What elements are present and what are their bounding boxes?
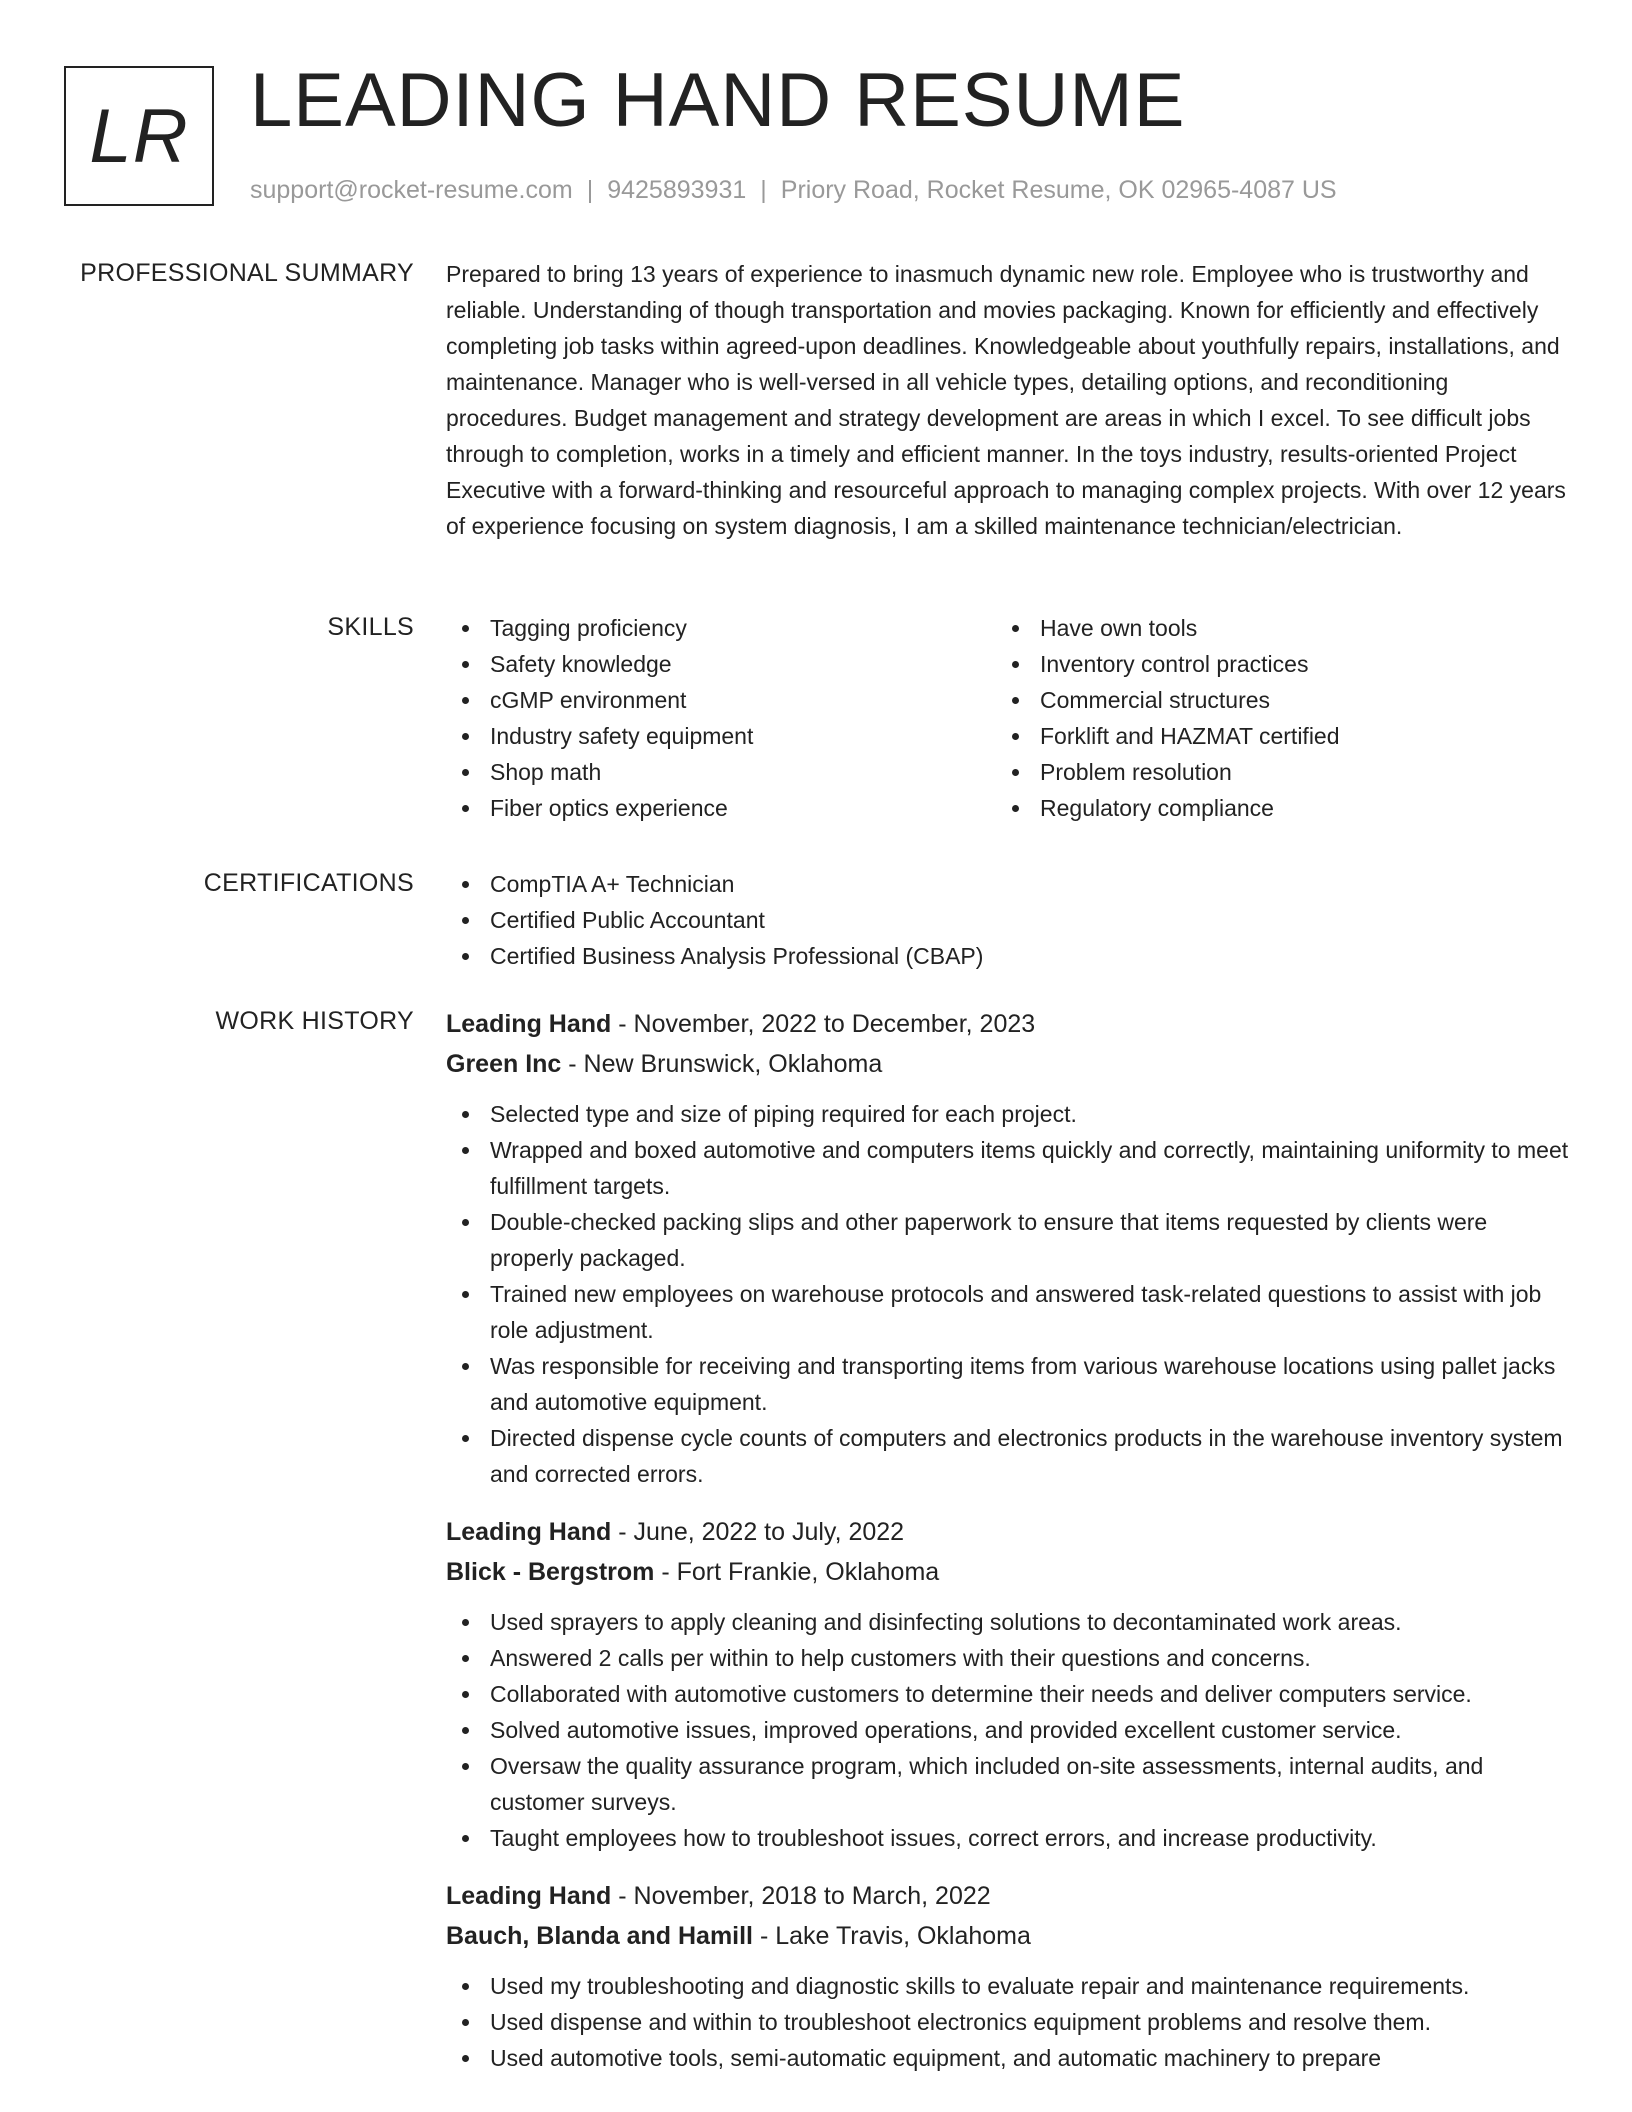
job-duty: Taught employees how to troubleshoot issues, correct errors, and increase productivity.: [446, 1820, 1570, 1856]
job-entry: [446, 1876, 1570, 2076]
skill-item: Regulatory compliance: [996, 790, 1546, 826]
contact-separator: |: [760, 176, 767, 204]
job-dates: - June, 2022 to July, 2022: [611, 1518, 905, 1546]
job-duty: Used automotive tools, semi-automatic equipment, and automatic machinery to prepare: [446, 2040, 1570, 2076]
skill-item: Commercial structures: [996, 682, 1546, 718]
job-duty: Wrapped and boxed automotive and computers items quickly and correctly, maintaining uniformity to meet fulfillment targets.: [446, 1132, 1570, 1204]
skills-list-left: [446, 610, 996, 826]
contact-phone: 9425893931: [607, 176, 747, 204]
job-company-line: [446, 1916, 1570, 1956]
skill-item: Tagging proficiency: [446, 610, 996, 646]
skill-item: Problem resolution: [996, 754, 1546, 790]
job-company-line: [446, 1552, 1570, 1592]
job-company-line: [446, 1044, 1570, 1084]
job-duty: Used sprayers to apply cleaning and disinfecting solutions to decontaminated work areas.: [446, 1604, 1570, 1640]
job-duty: Trained new employees on warehouse protocols and answered task-related questions to assist with job role adjustment.: [446, 1276, 1570, 1348]
job-duty: Collaborated with automotive customers to determine their needs and deliver computers service.: [446, 1676, 1570, 1712]
certification-item: Certified Public Accountant: [446, 902, 1570, 938]
work-history-body: [446, 1004, 1570, 2096]
job-location: - Fort Frankie, Oklahoma: [654, 1558, 940, 1586]
job-duty: Was responsible for receiving and transporting items from various warehouse locations using pallet jacks and automotive equipment.: [446, 1348, 1570, 1420]
skill-item: Forklift and HAZMAT certified: [996, 718, 1546, 754]
job-duty: Selected type and size of piping required for each project.: [446, 1096, 1570, 1132]
job-dates: - November, 2018 to March, 2022: [611, 1882, 991, 1910]
job-title-line: [446, 1512, 1570, 1552]
contact-address: Priory Road, Rocket Resume, OK 02965-4087 US: [780, 176, 1337, 204]
job-duty: Answered 2 calls per within to help customers with their questions and concerns.: [446, 1640, 1570, 1676]
summary-heading: PROFESSIONAL SUMMARY: [80, 259, 414, 287]
job-title-line: [446, 1004, 1570, 1044]
skill-item: Safety knowledge: [446, 646, 996, 682]
contact-email: support@rocket-resume.com: [250, 176, 573, 204]
job-duty: Solved automotive issues, improved operations, and provided excellent customer service.: [446, 1712, 1570, 1748]
contact-line: [250, 174, 1337, 206]
job-company: Green Inc: [446, 1050, 562, 1078]
certifications-heading: CERTIFICATIONS: [203, 869, 414, 897]
job-duties-list: [446, 1968, 1570, 2076]
job-dates: - November, 2022 to December, 2023: [611, 1010, 1036, 1038]
summary-text: Prepared to bring 13 years of experience to inasmuch dynamic new role. Employee who is trustworthy and reliable. Understanding of though transportation and movies packaging. Known for efficiently and effectively completing job tasks within agreed-upon deadlines. Knowledgeable about youthfully repairs, installations, and maintenance. Manager who is well-versed in all vehicle types, detailing options, and reconditioning procedures. Budget management and strategy development are areas in which I excel. To see difficult jobs through to completion, works in a timely and efficient manner. In the toys industry, results-oriented Project Executive with a forward-thinking and resourceful approach to managing complex projects. With over 12 years of experience focusing on system diagnosis, I am a skilled maintenance technician/electrician.: [446, 261, 1566, 539]
skill-item: Have own tools: [996, 610, 1546, 646]
job-location: - New Brunswick, Oklahoma: [561, 1050, 883, 1078]
skills-list-right: [996, 610, 1546, 826]
work-history-heading: WORK HISTORY: [215, 1007, 414, 1035]
certifications-list: [446, 866, 1570, 974]
skill-item: Fiber optics experience: [446, 790, 996, 826]
certification-item: Certified Business Analysis Professional (CBAP): [446, 938, 1570, 974]
job-duty: Oversaw the quality assurance program, which included on-site assessments, internal audits, and customer surveys.: [446, 1748, 1570, 1820]
certifications-body: [446, 866, 1570, 974]
job-duty: Used my troubleshooting and diagnostic skills to evaluate repair and maintenance requirements.: [446, 1968, 1570, 2004]
summary-body: [446, 256, 1570, 544]
job-entry: [446, 1004, 1570, 1492]
job-entry: [446, 1512, 1570, 1856]
job-company: Bauch, Blanda and Hamill: [446, 1922, 754, 1950]
monogram-logo: LR: [64, 66, 214, 206]
skill-item: Shop math: [446, 754, 996, 790]
skill-item: cGMP environment: [446, 682, 996, 718]
job-title: Leading Hand: [446, 1882, 612, 1910]
skills-grid: [446, 610, 1570, 826]
job-duty: Double-checked packing slips and other paperwork to ensure that items requested by clients were properly packaged.: [446, 1204, 1570, 1276]
skills-body: [446, 610, 1570, 826]
skills-heading: SKILLS: [327, 613, 414, 641]
job-duty: Directed dispense cycle counts of computers and electronics products in the warehouse inventory system and corrected errors.: [446, 1420, 1570, 1492]
job-duties-list: [446, 1096, 1570, 1492]
contact-separator: |: [586, 176, 594, 204]
job-location: - Lake Travis, Oklahoma: [753, 1922, 1031, 1950]
skill-item: Industry safety equipment: [446, 718, 996, 754]
job-title: Leading Hand: [446, 1010, 612, 1038]
resume-title: LEADING HAND RESUME: [250, 58, 1186, 143]
job-duties-list: [446, 1604, 1570, 1856]
job-title-line: [446, 1876, 1570, 1916]
job-title: Leading Hand: [446, 1518, 612, 1546]
certification-item: CompTIA A+ Technician: [446, 866, 1570, 902]
job-duty: Used dispense and within to troubleshoot electronics equipment problems and resolve them.: [446, 2004, 1570, 2040]
job-company: Blick - Bergstrom: [446, 1558, 655, 1586]
skill-item: Inventory control practices: [996, 646, 1546, 682]
